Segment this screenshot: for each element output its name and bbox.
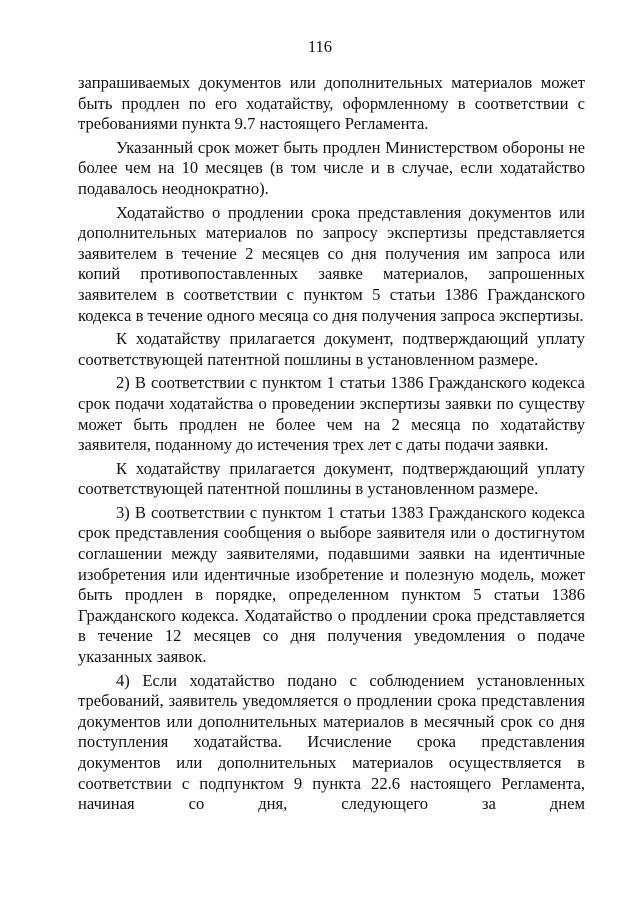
paragraph-item-3: 3) В соответствии с пунктом 1 статьи 1383 Гражданского кодекса срок представления сообщения о выборе заявителя или о достигнутом соглашении между заявителями, подавшими заявки на идентичные изобретения или идентичные изобретение и полезную модель, может быть продлен в порядке, определенном пунктом 5 статьи 1386 Гражданского кодекса. Ходатайство о продлении срока представляется в течение 12 месяцев со дня получения уведомления о подаче указанных заявок. <box>78 502 585 667</box>
paragraph-fee-document: К ходатайству прилагается документ, подтверждающий уплату соответствующей патентной пошлины в установленном размере. <box>78 329 585 369</box>
paragraph-fee-document-2: К ходатайству прилагается документ, подтверждающий уплату соответствующей патентной пошлины в установленном размере. <box>78 458 585 499</box>
page-number: 116 <box>307 37 333 56</box>
paragraph-item-2: 2) В соответствии с пунктом 1 статьи 1386 Гражданского кодекса срок подачи ходатайства о проведении экспертизы заявки по существу может быть продлен не более чем на 2 месяца по ходатайству заявителя, поданному до истечения трех лет с даты подачи заявки. <box>78 373 585 455</box>
body-text <box>78 73 585 818</box>
paragraph-item-4: 4) Если ходатайство подано с соблюдением установленных требований, заявитель уведомляется о продлении срока представления документов или дополнительных материалов в месячный срок со дня поступления ходатайства. Исчисление срока представления документов или дополнительных материалов осуществляется в соответствии с подпунктом 9 пункта 22.6 настоящего Регламента, начиная со дня, следующего за днем <box>78 670 585 814</box>
paragraph-continuation: запрашиваемых документов или дополнительных материалов может быть продлен по его ходатайству, оформленному в соответствии с требованиями пункта 9.7 настоящего Регламента. <box>78 73 585 134</box>
paragraph-term-extension-ministry: Указанный срок может быть продлен Министерством обороны не более чем на 10 месяцев (в том числе и в случае, если ходатайство подавалось неоднократно). <box>78 137 585 198</box>
paragraph-petition-deadline: Ходатайство о продлении срока представления документов или дополнительных материалов по запросу экспертизы представляется заявителем в течение 2 месяцев со дня получения им запроса или копий противопоставленных заявке материалов, запрошенных заявителем в соответствии с пунктом 5 статьи 1386 Гражданского кодекса в течение одного месяца со дня получения запроса экспертизы. <box>78 202 585 325</box>
